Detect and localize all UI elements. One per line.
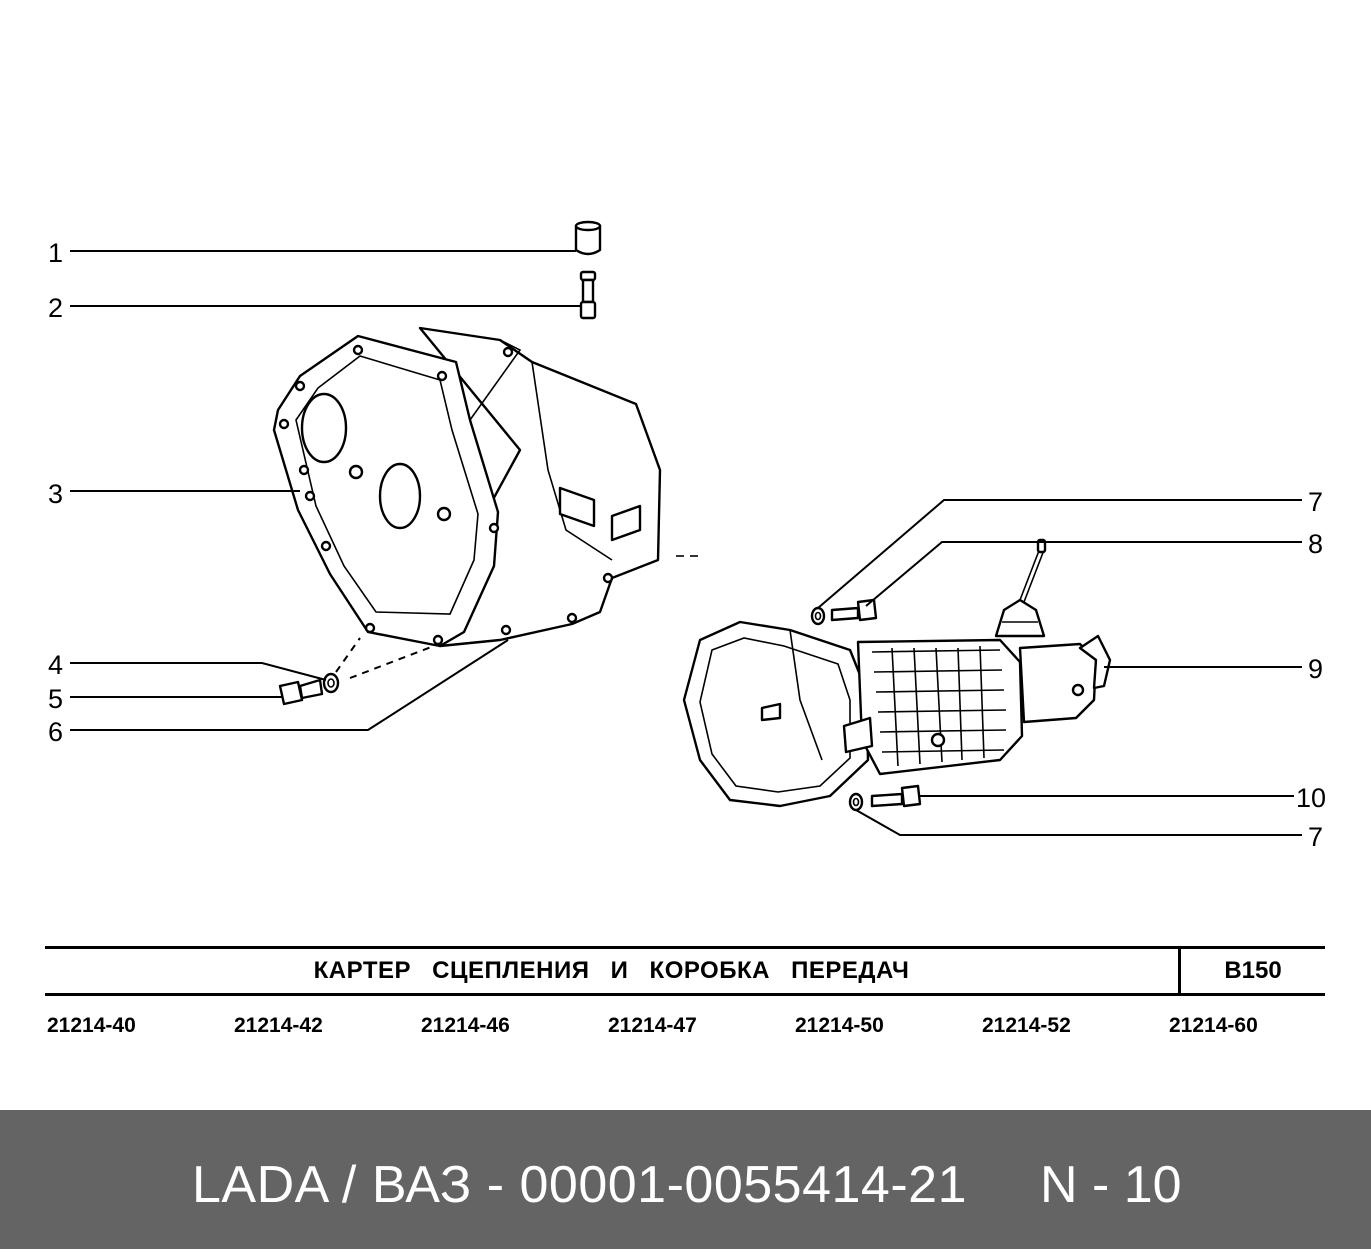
title-block [45,946,1325,996]
model-code: 21214-42 [234,1014,323,1037]
section-code: B150 [1224,957,1282,984]
assembly-arrow [350,646,434,678]
part-9-gearbox-assembly [676,540,1110,806]
part-10-bolt [872,786,920,806]
callout-10: 10 [1296,783,1327,813]
part-3-clutch-housing [274,328,660,646]
part-2-pin [581,272,595,318]
model-code: 21214-50 [795,1014,884,1037]
model-code: 21214-46 [421,1014,510,1037]
leader-line-7-top [818,500,1302,608]
model-code: 21214-40 [47,1014,136,1037]
callout-4: 4 [48,650,64,680]
callout-3: 3 [48,479,64,509]
quantity-label: N - 10 [1040,1156,1182,1214]
callout-9: 9 [1308,654,1324,684]
model-code: 21214-52 [982,1014,1071,1037]
model-code: 21214-47 [608,1014,697,1037]
callout-6: 6 [48,717,64,747]
part-4-washer [324,674,338,692]
callout-2: 2 [48,293,64,323]
footer-bar [0,1110,1371,1249]
callout-1: 1 [48,238,64,268]
assembly-arrow [336,638,360,672]
part-1-cap [576,222,600,254]
diagram-title: КАРТЕР СЦЕПЛЕНИЯ И КОРОБКА ПЕРЕДАЧ [313,957,910,984]
model-list [45,1014,1335,1044]
leader-line-7-bottom [856,810,1302,835]
callout-5: 5 [48,684,64,714]
part-7-washer-bottom [850,794,862,810]
part-reference: LADA / ВАЗ - 00001-0055414-21 [192,1156,967,1214]
model-code: 21214-60 [1169,1014,1258,1037]
part-5-bolt [280,680,322,704]
leader-line-4 [70,663,326,680]
callout-7-bottom: 7 [1308,822,1324,852]
callout-7-top: 7 [1308,487,1324,517]
part-7-washer-top [812,608,824,624]
callout-8: 8 [1308,529,1324,559]
leader-line-8 [866,542,1302,606]
